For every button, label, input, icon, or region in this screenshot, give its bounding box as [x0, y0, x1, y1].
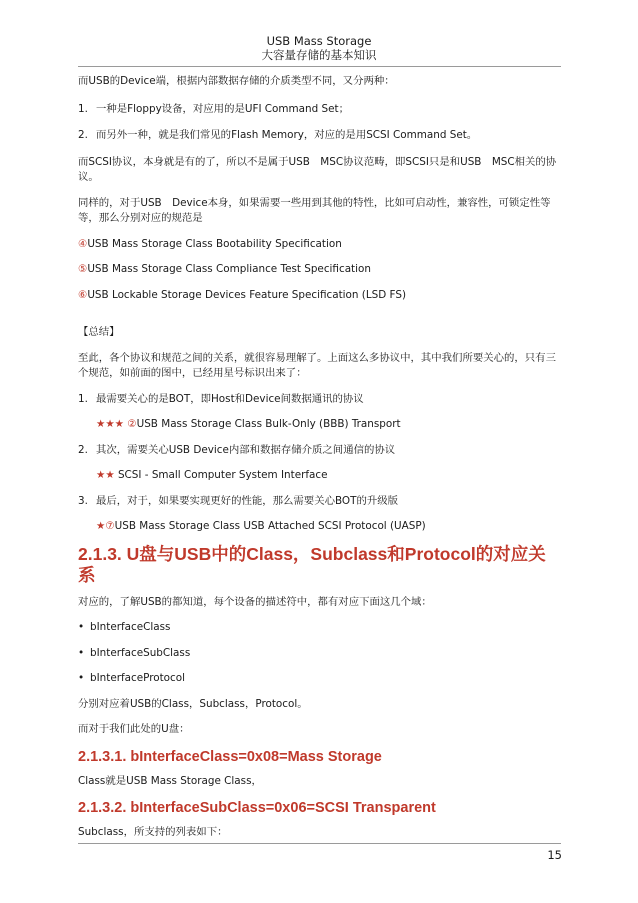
- circled-number: ⑤: [78, 263, 88, 275]
- list-item-text: 一种是Floppy设备，对应用的是UFI Command Set；: [96, 102, 349, 115]
- list-item-text: 其次，需要关心USB Device内部和数据存储介质之间通信的协议: [96, 443, 396, 456]
- paragraph-specs-intro: 同样的，对于USB Device本身，如果需要一些用到其他的特性，比如可启动性，兼容性，可锁定性等等，那么分别对应的规范是: [78, 196, 551, 224]
- list-item: [78, 102, 562, 118]
- header-subtitle: 大容量存储的基本知识: [261, 48, 377, 62]
- star-rating: ★: [96, 520, 106, 532]
- section-heading: 2.1.3. U盘与USB中的Class，Subclass和Protocol的对应关系: [78, 543, 546, 585]
- protocol-item: [78, 417, 562, 433]
- header-divider: [78, 66, 561, 67]
- star-rating: ★★★: [96, 418, 124, 430]
- list-number: 3.: [78, 494, 88, 507]
- protocol-text: USB Mass Storage Class Bulk-Only (BBB) Transport: [136, 418, 401, 430]
- list-item: [78, 128, 562, 144]
- list-number: 1.: [78, 102, 88, 115]
- circled-number: ⑥: [78, 288, 88, 301]
- page-content: [78, 74, 562, 841]
- list-item-text: 而另外一种，就是我们常见的Flash Memory，对应的是用SCSI Command Set。: [96, 129, 478, 141]
- list-item: [78, 494, 562, 510]
- protocol-item: [78, 519, 562, 535]
- spec-item: [78, 262, 562, 278]
- footer-divider: [78, 843, 561, 844]
- list-number: 2.: [78, 129, 88, 141]
- field-name: bInterfaceProtocol: [90, 672, 185, 684]
- paragraph-mapping: 分别对应着USB的Class，Subclass，Protocol。: [78, 697, 308, 710]
- list-item-text: 最后，对于，如果要实现更好的性能，那么需要关心BOT的升级版: [96, 494, 399, 507]
- list-item: [78, 646, 562, 662]
- list-item: [78, 671, 562, 687]
- circled-number: ⑦: [105, 520, 115, 532]
- circled-number: ②: [127, 418, 137, 430]
- paragraph-device-types: 而USB的Device端，根据内部数据存储的介质类型不同，又分两种：: [78, 75, 395, 87]
- running-header: [0, 34, 638, 62]
- field-name: bInterfaceClass: [90, 621, 171, 633]
- list-item: [78, 620, 562, 636]
- subsection-heading: 2.1.3.2. bInterfaceSubClass=0x06=SCSI Transparent: [78, 800, 436, 816]
- bullet-icon: •: [78, 646, 85, 659]
- spec-text: USB Mass Storage Class Bootability Specification: [87, 237, 342, 250]
- protocol-text: SCSI - Small Computer System Interface: [117, 469, 328, 481]
- protocol-text: USB Mass Storage Class USB Attached SCSI Protocol (UASP): [114, 520, 426, 532]
- list-number: 1.: [78, 392, 88, 405]
- header-title: USB Mass Storage: [266, 34, 372, 48]
- spec-text: USB Mass Storage Class Compliance Test Specification: [87, 263, 371, 275]
- spec-text: USB Lockable Storage Devices Feature Specification (LSD FS): [87, 288, 406, 301]
- list-item: [78, 392, 562, 408]
- list-item-text: 最需要关心的是BOT，即Host和Device间数据通讯的协议: [96, 392, 364, 405]
- bullet-icon: •: [78, 621, 85, 633]
- paragraph-udisk: 而对于我们此处的U盘：: [78, 723, 190, 735]
- paragraph-scsi: 而SCSI协议，本身就是有的了，所以不是属于USB MSC协议范畴，即SCSI只是和USB MSC相关的协议。: [78, 155, 557, 183]
- circled-number: ④: [78, 237, 88, 250]
- summary-label: 【总结】: [78, 326, 120, 338]
- protocol-item: [78, 468, 562, 484]
- paragraph-subclass: Subclass，所支持的列表如下：: [78, 826, 228, 838]
- bullet-icon: •: [78, 672, 85, 684]
- field-name: bInterfaceSubClass: [90, 646, 191, 659]
- spec-item: [78, 237, 562, 253]
- paragraph-descriptor-fields: 对应的，了解USB的都知道，每个设备的描述符中，都有对应下面这几个域：: [78, 595, 432, 608]
- paragraph-class: Class就是USB Mass Storage Class，: [78, 774, 262, 787]
- spec-item: [78, 288, 562, 304]
- subsection-heading: 2.1.3.1. bInterfaceClass=0x08=Mass Storage: [78, 748, 382, 765]
- paragraph-summary: 至此，各个协议和规范之间的关系，就很容易理解了。上面这么多协议中，其中我们所要关心的，只有三个规范，如前面的图中，已经用星号标识出来了：: [78, 351, 556, 379]
- star-rating: ★★: [96, 469, 115, 481]
- list-number: 2.: [78, 443, 88, 456]
- list-item: [78, 443, 562, 459]
- page-number: 15: [547, 848, 562, 862]
